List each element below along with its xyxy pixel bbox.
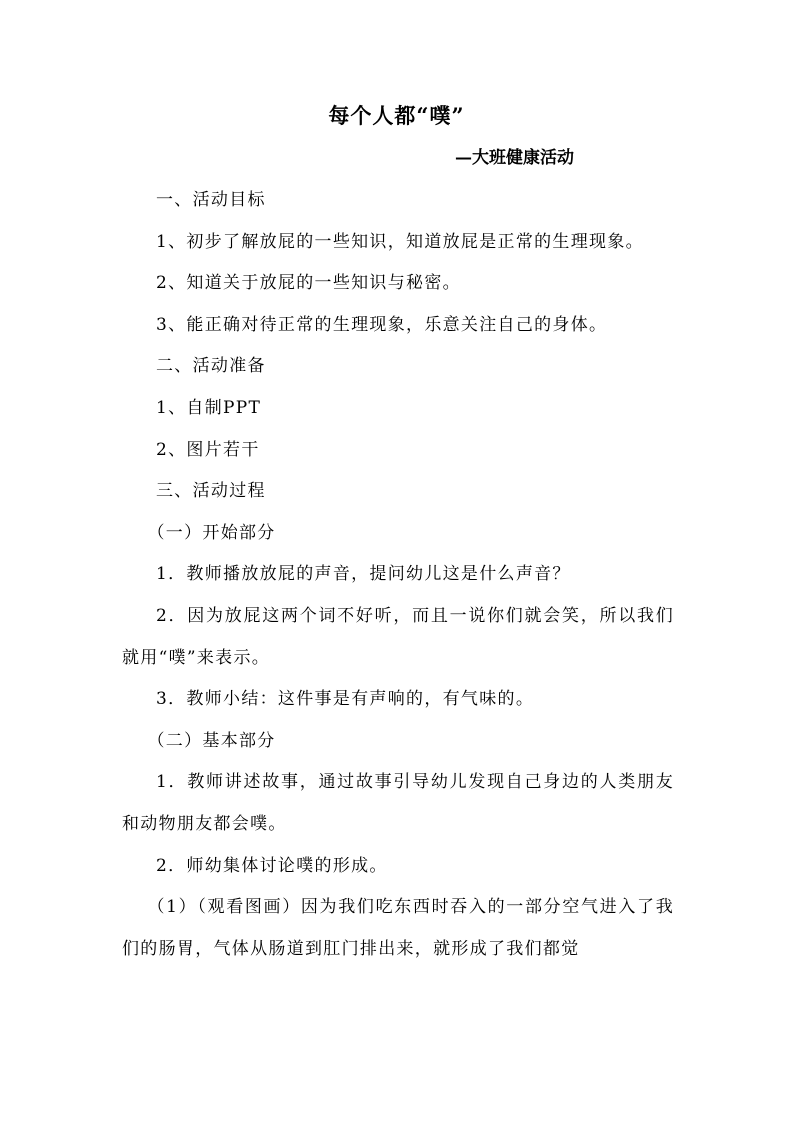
goal-item-3: 3、能正确对待正常的生理现象，乐意关注自己的身体。 [156,314,608,335]
subsection-heading-main: （二）基本部分 [147,730,276,751]
process-main-subitem-1: （1）（观看图画）因为我们吃东西时吞入的一部分空气进入了我们的肠胃，气体从肠道到肛门排出来，就形成了我们都觉 [122,897,674,959]
document-subtitle: —大班健康活动 [455,148,574,168]
section-heading-process: 三、活动过程 [156,481,266,502]
goal-item-1: 1、初步了解放屁的一些知识，知道放屁是正常的生理现象。 [156,231,644,252]
process-main-item-2: 2．师幼集体讨论噗的形成。 [156,855,388,876]
preparation-item-1: 1、自制PPT [156,397,262,418]
process-start-item-1: 1．教师播放放屁的声音，提问幼儿这是什么声音？ [156,564,571,585]
section-heading-preparation: 二、活动准备 [156,356,266,377]
document-body [122,180,674,970]
process-start-item-2: 2．因为放屁这两个词不好听，而且一说你们就会笑，所以我们就用“噗”来表示。 [122,605,674,668]
goal-item-2: 2、知道关于放屁的一些知识与秘密。 [156,273,461,294]
subsection-heading-start: （一）开始部分 [147,522,276,543]
preparation-item-2: 2、图片若干 [156,439,260,460]
section-heading-goals: 一、活动目标 [156,190,266,210]
document-title: 每个人都“噗” [328,103,465,128]
process-start-item-3: 3．教师小结：这件事是有声响的，有气味的。 [156,689,535,710]
process-main-item-1: 1．教师讲述故事，通过故事引导幼儿发现自己身边的人类朋友和动物朋友都会噗。 [122,772,674,834]
